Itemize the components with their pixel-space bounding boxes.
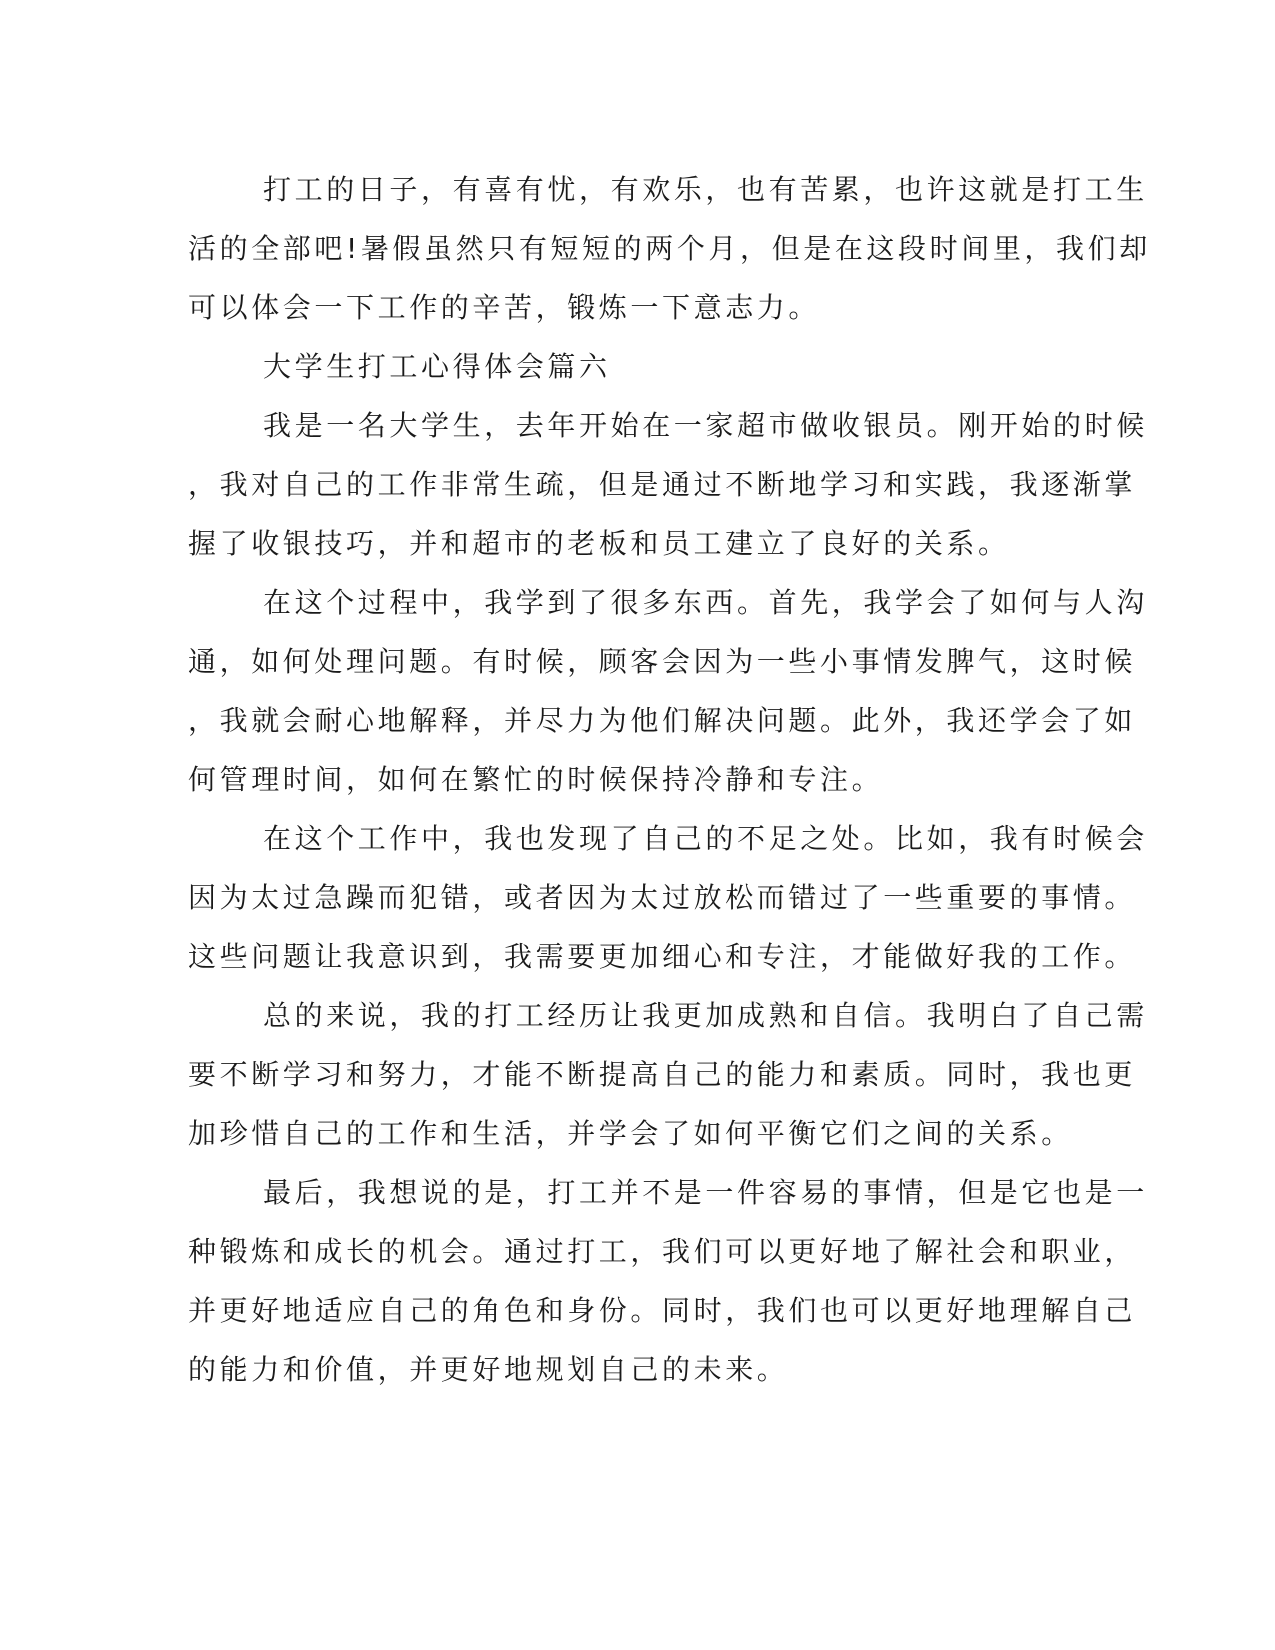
- section-heading: 大学生打工心得体会篇六: [263, 350, 611, 383]
- paragraph-line: 因为太过急躁而犯错，或者因为太过放松而错过了一些重要的事情。: [188, 881, 1137, 914]
- paragraph-line: 通，如何处理问题。有时候，顾客会因为一些小事情发脾气，这时候: [188, 645, 1137, 678]
- paragraph-line: 打工的日子，有喜有忧，有欢乐，也有苦累，也许这就是打工生: [263, 173, 1148, 206]
- paragraph-line: 可以体会一下工作的辛苦，锻炼一下意志力。: [188, 291, 821, 324]
- paragraph-line: 握了收银技巧，并和超市的老板和员工建立了良好的关系。: [188, 527, 1010, 560]
- paragraph-line: 种锻炼和成长的机会。通过打工，我们可以更好地了解社会和职业，: [188, 1235, 1137, 1268]
- paragraph-line: ，我就会耐心地解释，并尽力为他们解决问题。此外，我还学会了如: [188, 704, 1137, 737]
- paragraph-line: 总的来说，我的打工经历让我更加成熟和自信。我明白了自己需: [263, 999, 1148, 1032]
- paragraph-line: 在这个工作中，我也发现了自己的不足之处。比如，我有时候会: [263, 822, 1148, 855]
- paragraph-line: 最后，我想说的是，打工并不是一件容易的事情，但是它也是一: [263, 1176, 1148, 1209]
- paragraph-line: ，我对自己的工作非常生疏，但是通过不断地学习和实践，我逐渐掌: [188, 468, 1137, 501]
- paragraph-line: 并更好地适应自己的角色和身份。同时，我们也可以更好地理解自己: [188, 1294, 1137, 1327]
- paragraph-line: 在这个过程中，我学到了很多东西。首先，我学会了如何与人沟: [263, 586, 1148, 619]
- document-body: [188, 160, 1151, 1399]
- paragraph-line: 活的全部吧!暑假虽然只有短短的两个月，但是在这段时间里，我们却: [188, 232, 1151, 265]
- paragraph-line: 何管理时间，如何在繁忙的时候保持冷静和专注。: [188, 763, 884, 796]
- paragraph-line: 我是一名大学生，去年开始在一家超市做收银员。刚开始的时候: [263, 409, 1148, 442]
- paragraph-line: 加珍惜自己的工作和生活，并学会了如何平衡它们之间的关系。: [188, 1117, 1073, 1150]
- paragraph-line: 的能力和价值，并更好地规划自己的未来。: [188, 1353, 789, 1386]
- paragraph-line: 这些问题让我意识到，我需要更加细心和专注，才能做好我的工作。: [188, 940, 1137, 973]
- paragraph-line: 要不断学习和努力，才能不断提高自己的能力和素质。同时，我也更: [188, 1058, 1137, 1091]
